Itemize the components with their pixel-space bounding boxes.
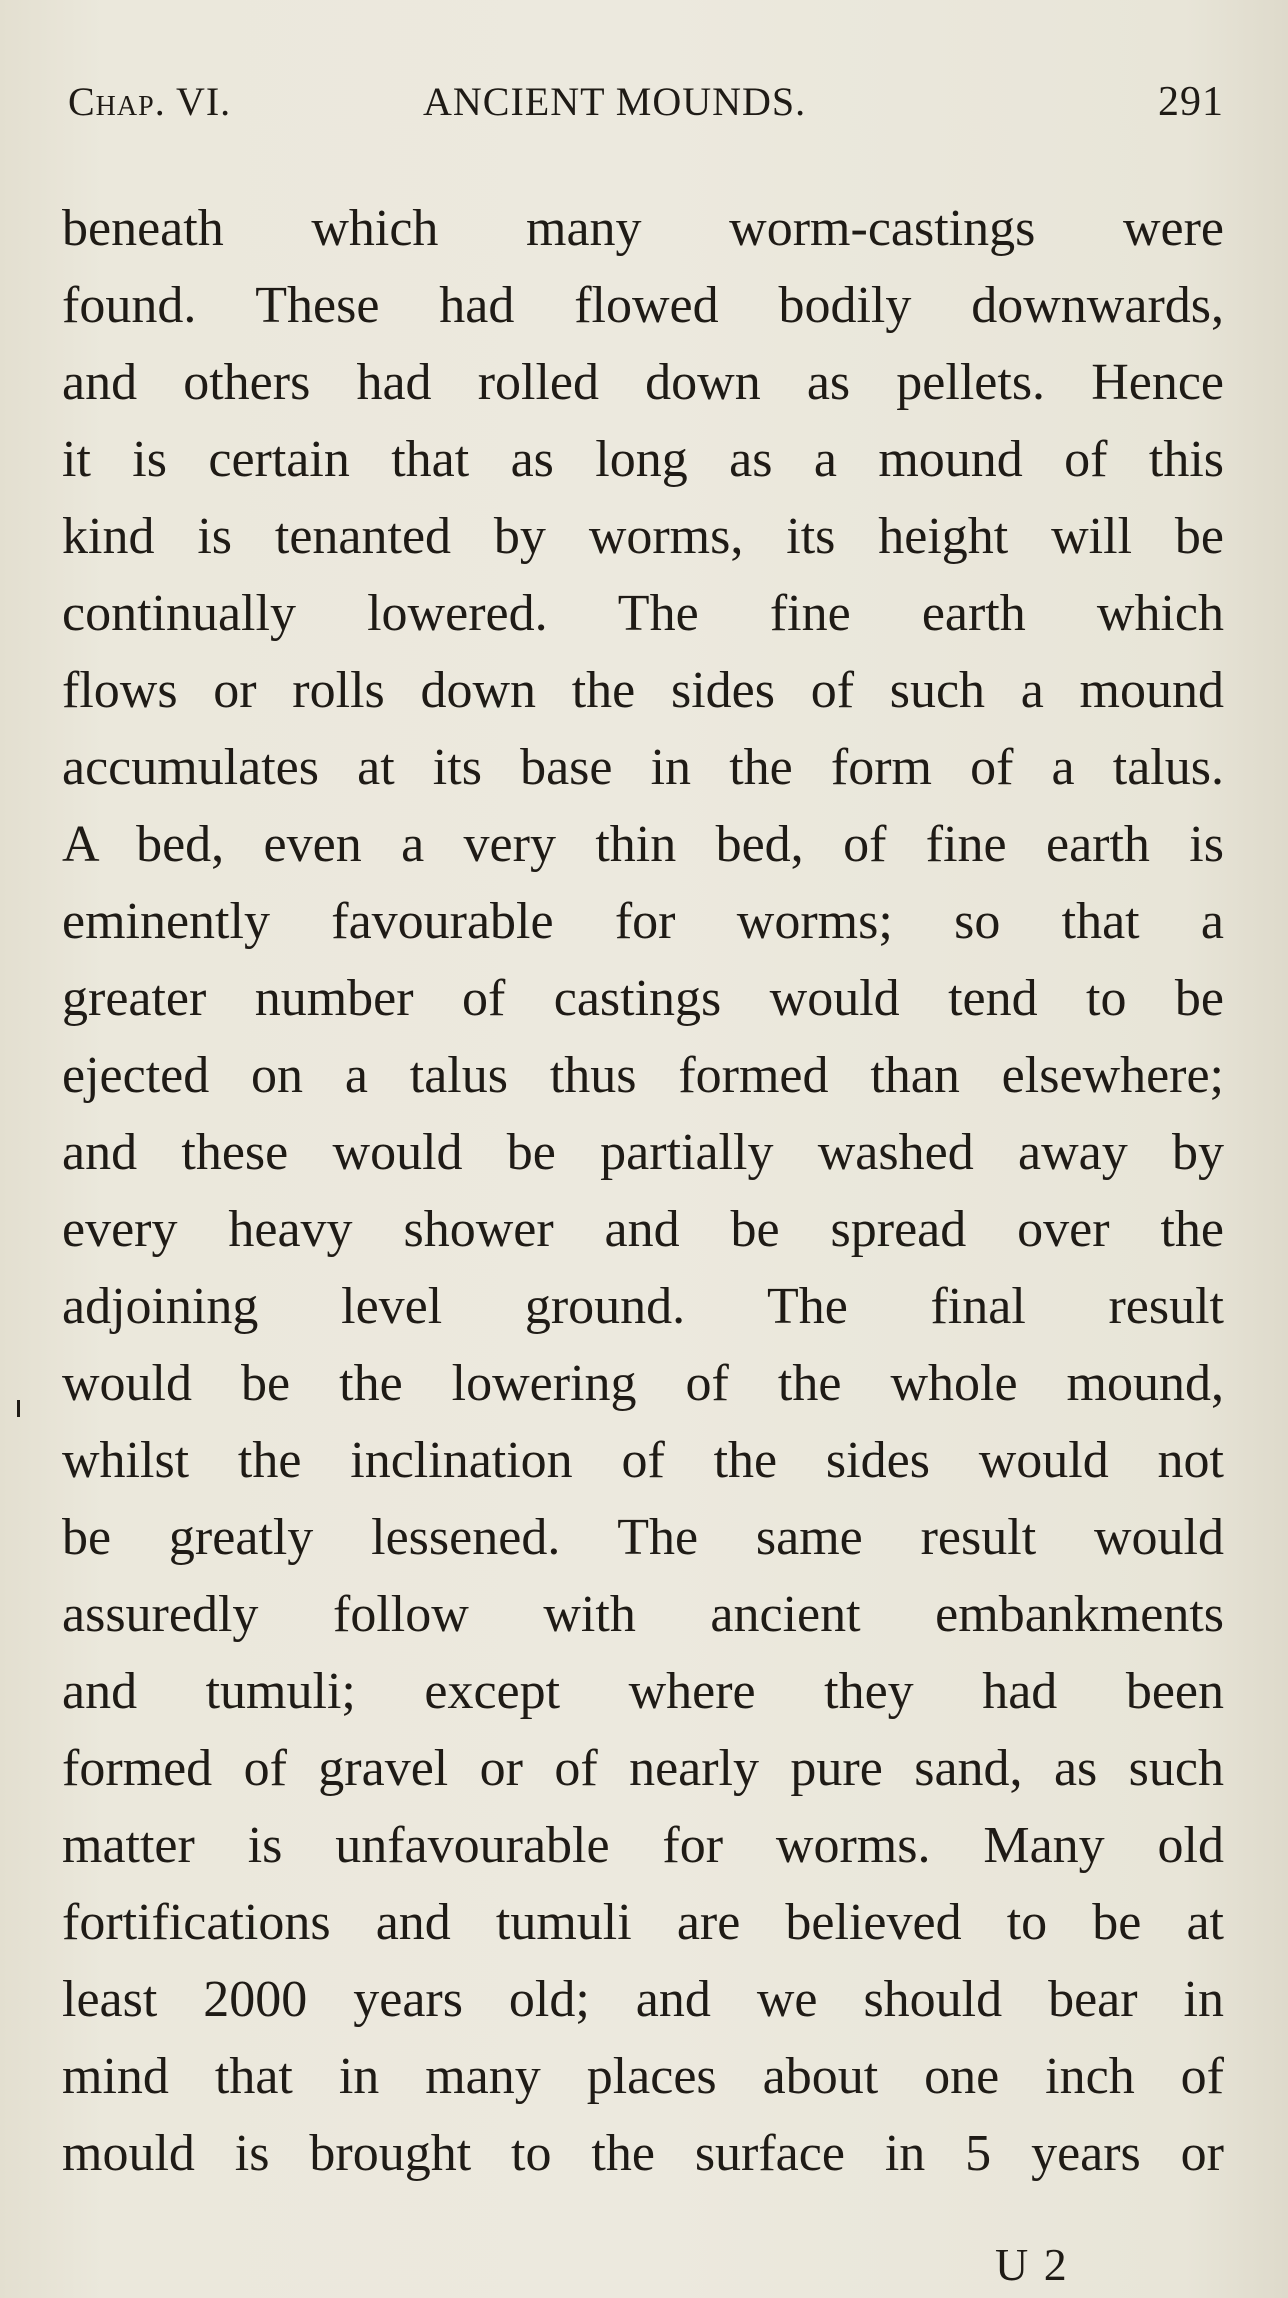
text-line: least 2000 years old; and we should bear in: [62, 1971, 1224, 2028]
text-line: adjoining level ground. The final result: [62, 1278, 1224, 1335]
text-line: and others had rolled down as pellets. Hence: [62, 354, 1224, 411]
text-line: would be the lowering of the whole mound,: [62, 1355, 1224, 1412]
text-line: mould is brought to the surface in 5 years or: [62, 2125, 1224, 2182]
text-line: and these would be partially washed away by: [62, 1124, 1224, 1181]
text-line: formed of gravel or of nearly pure sand, as such: [62, 1740, 1224, 1797]
text-line: flows or rolls down the sides of such a mound: [62, 662, 1224, 719]
text-line: A bed, even a very thin bed, of fine earth is: [62, 816, 1224, 873]
text-line: it is certain that as long as a mound of this: [62, 431, 1224, 488]
text-line: eminently favourable for worms; so that a: [62, 893, 1224, 950]
text-line: accumulates at its base in the form of a talus.: [62, 739, 1224, 796]
text-line: assuredly follow with ancient embankments: [62, 1586, 1224, 1643]
margin-mark: [17, 1400, 20, 1417]
text-line: kind is tenanted by worms, its height will be: [62, 508, 1224, 565]
text-line: whilst the inclination of the sides would not: [62, 1432, 1224, 1489]
text-line: be greatly lessened. The same result would: [62, 1509, 1224, 1566]
body-text: [62, 190, 1224, 2192]
text-line: mind that in many places about one inch of: [62, 2048, 1224, 2105]
chapter-label: Chap. VI.: [68, 79, 232, 124]
text-line: greater number of castings would tend to be: [62, 970, 1224, 1027]
running-title: ANCIENT MOUNDS.: [423, 79, 807, 124]
running-head: [68, 72, 1224, 132]
text-line: fortifications and tumuli are believed to be at: [62, 1894, 1224, 1951]
text-line: every heavy shower and be spread over the: [62, 1201, 1224, 1258]
signature-mark: U 2: [995, 2239, 1069, 2290]
text-line: ejected on a talus thus formed than elsewhere;: [62, 1047, 1224, 1104]
page-number: 291: [1158, 79, 1224, 125]
text-line: beneath which many worm-castings were: [62, 200, 1224, 257]
text-line: continually lowered. The fine earth which: [62, 585, 1224, 642]
text-line: and tumuli; except where they had been: [62, 1663, 1224, 1720]
text-line: found. These had flowed bodily downwards,: [62, 277, 1224, 334]
text-line: matter is unfavourable for worms. Many old: [62, 1817, 1224, 1874]
